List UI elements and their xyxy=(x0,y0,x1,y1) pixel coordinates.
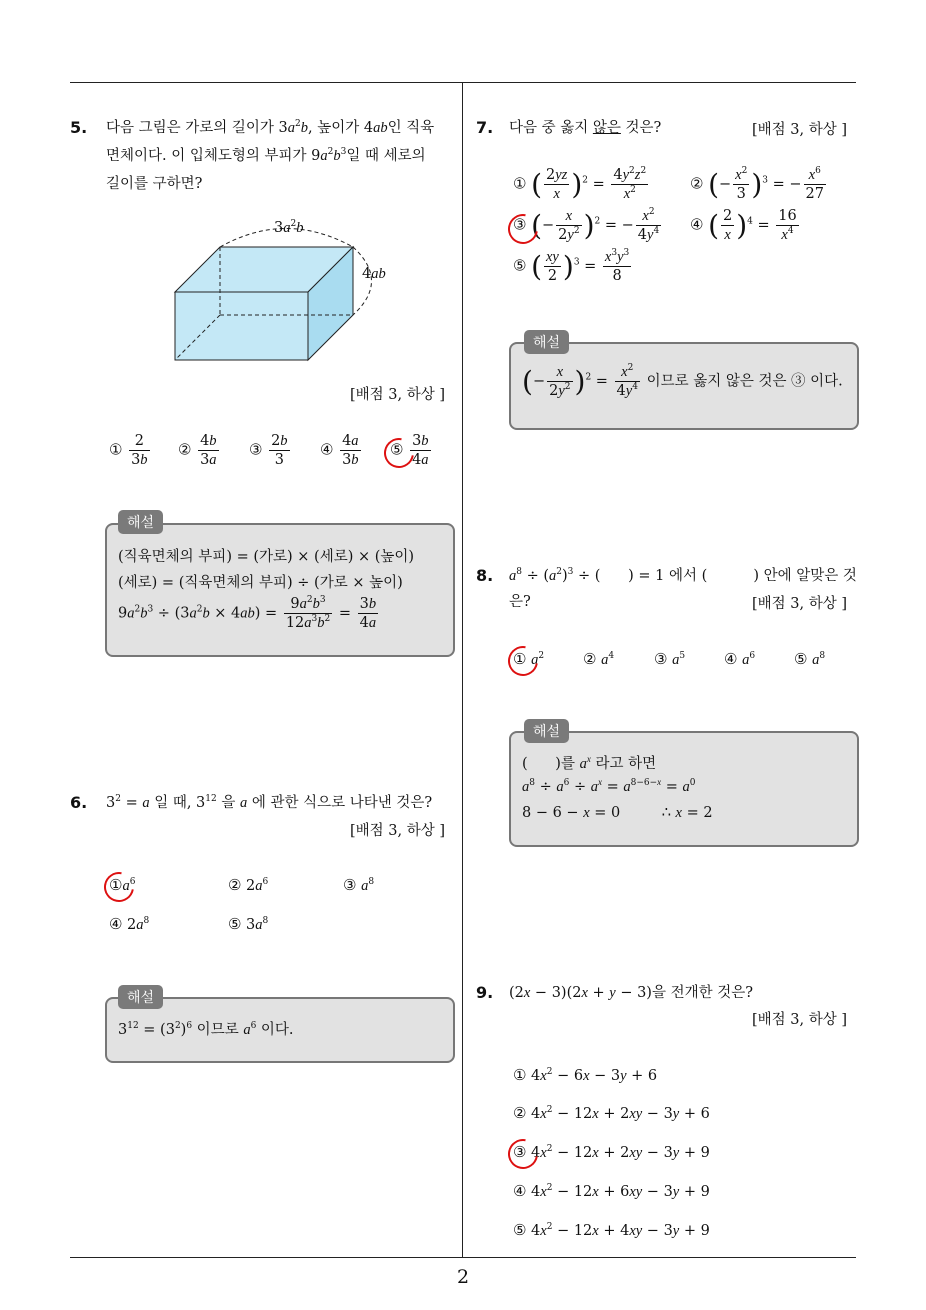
q6-option-3[interactable]: ③ $a^8$ xyxy=(343,876,375,894)
q6-option-1[interactable]: $①a^6$ xyxy=(109,876,136,894)
top-rule xyxy=(70,82,856,83)
q6-text-line1: $3^2 = a$ 일 때, $3^{12}$ 을 a 에 관한 식으로 나타낸 것은? xyxy=(106,794,433,811)
q6-number: 6. xyxy=(70,793,88,812)
q7-solution-tag: 해설 xyxy=(524,330,569,354)
q5-option-5[interactable]: ⑤ $\frac{3b}{4a}$ xyxy=(390,433,429,468)
q9-score: [배점 3, 하상 ] xyxy=(752,1012,848,1028)
q5-label-height: 4ab xyxy=(362,266,386,282)
q5-option-1[interactable]: ① $\frac{2}{3b}$ xyxy=(109,433,148,468)
q9-option-4[interactable]: ④ $4x^2 - 12x + 6xy - 3y + 9$ xyxy=(513,1182,710,1200)
q8-solution-line3: 8 − 6 − x = 0 ∴ x = 2 xyxy=(522,805,713,821)
q8-text-line2: 은? xyxy=(509,594,531,610)
q7-text-line1: 다음 중 옳지 않은 것은? xyxy=(509,120,662,136)
q7-number: 7. xyxy=(476,118,494,137)
q5-option-3[interactable]: ③ $\frac{2b}{3}$ xyxy=(249,433,288,468)
q5-solution-line1: (직육면체의 부피) = (가로) × (세로) × (높이) xyxy=(118,549,415,565)
q7-option-5[interactable]: ⑤ ( $\frac{xy}{2}$ )$^3$ = $\frac{x^3y^3}{8}$ xyxy=(513,248,630,284)
q5-text-line2: 면체이다. 이 입체도형의 부피가 $9a^2b^3$일 때 세로의 xyxy=(106,147,426,164)
q8-option-5[interactable]: ⑤ $a^8$ xyxy=(794,650,826,668)
q5-solution-line3: $9a^2b^3 \div (3a^2b \times 4ab)$ = $\frac{9a^2b^3}{12a^3b^2}$ = $\frac{3b}{4a}$ xyxy=(118,595,377,631)
q8-solution-line2: $a^8 \div a^6 \div a^x = a^{8-6-x} = a^0$ xyxy=(522,777,696,795)
q8-score: [배점 3, 하상 ] xyxy=(752,596,848,612)
q5-prism-figure xyxy=(160,215,400,365)
q9-number: 9. xyxy=(476,983,494,1002)
q6-option-4[interactable]: ④ $2a^8$ xyxy=(109,915,150,933)
q9-option-5[interactable]: ⑤ $4x^2 - 12x + 4xy - 3y + 9$ xyxy=(513,1221,710,1239)
q7-option-2[interactable]: ② (− $\frac{x^2}{3}$ )$^3$ = − $\frac{x^6}{27}$ xyxy=(690,166,824,202)
q9-answer-mark xyxy=(502,1133,544,1175)
q7-option-1[interactable]: ① ( $\frac{2yz}{x}$ )$^2$ = $\frac{4y^2z^2}{x^2}$ xyxy=(513,166,647,202)
q9-option-1[interactable]: ① $4x^2 - 6x - 3y + 6$ xyxy=(513,1066,658,1084)
q5-number: 5. xyxy=(70,118,88,137)
q8-text-line1: $a^8 \div (a^2)^3$ ÷ ( ) = 1 에서 ( ) 안에 알맞은 것 xyxy=(509,567,857,584)
q6-option-5[interactable]: ⑤ $3a^8$ xyxy=(228,915,269,933)
q8-answer-mark xyxy=(502,640,544,682)
q5-score: [배점 3, 하상 ] xyxy=(350,387,446,403)
q8-solution-line1: ( )를 $a^x$ 라고 하면 xyxy=(522,754,657,772)
q6-option-2[interactable]: ② $2a^6$ xyxy=(228,876,269,894)
q7-score: [배점 3, 하상 ] xyxy=(752,122,848,138)
q5-option-2[interactable]: ② $\frac{4b}{3a}$ xyxy=(178,433,217,468)
q5-text-line3: 길이를 구하면? xyxy=(106,176,203,192)
q9-option-3[interactable]: ③ $4x^2 - 12x + 2xy - 3y + 9$ xyxy=(513,1143,710,1161)
q5-solution-tag: 해설 xyxy=(118,510,163,534)
q5-option-4[interactable]: ④ $\frac{4a}{3b}$ xyxy=(320,433,359,468)
q6-answer-mark xyxy=(98,866,140,908)
q7-option-3[interactable]: ③ (− $\frac{x}{2y^2}$ )$^2$ = − $\frac{x^2}{4y^4}$ xyxy=(513,207,660,243)
page-number: 2 xyxy=(456,1266,470,1288)
q6-solution-tag: 해설 xyxy=(118,985,163,1009)
q7-solution-line1: (− $\frac{x}{2y^2}$ )$^2$ = $\frac{x^2}{4y^4}$ 이므로 옳지 않은 것은 ③ 이다. xyxy=(522,363,843,399)
column-divider xyxy=(462,82,463,1258)
bottom-rule xyxy=(70,1257,856,1258)
q9-text-line1: (2x − 3)(2x + y − 3)을 전개한 것은? xyxy=(509,985,754,1001)
q5-label-width: $3a^2b$ xyxy=(274,219,304,236)
q8-option-1[interactable]: ① $a^2$ xyxy=(513,650,545,668)
q5-text-line1: 다음 그림은 가로의 길이가 $3a^2b$, 높이가 4ab인 직육 xyxy=(106,119,435,136)
q6-solution-line1: $3^{12} = (3^2)^6$ 이므로 $a^6$ 이다. xyxy=(118,1021,294,1038)
q9-option-2[interactable]: ② $4x^2 - 12x + 2xy - 3y + 6$ xyxy=(513,1104,710,1122)
q7-option-4[interactable]: ④ ( $\frac{2}{x}$ )$^4$ = $\frac{16}{x^4}$ xyxy=(690,208,797,243)
q8-option-2[interactable]: ② $a^4$ xyxy=(583,650,615,668)
q5-solution-line2: (세로) = (직육면체의 부피) ÷ (가로 × 높이) xyxy=(118,575,403,591)
q8-solution-tag: 해설 xyxy=(524,719,569,743)
q8-option-3[interactable]: ③ $a^5$ xyxy=(654,650,686,668)
q7-solution-text: 이므로 옳지 않은 것은 ③ 이다. xyxy=(646,373,843,390)
q6-score: [배점 3, 하상 ] xyxy=(350,823,446,839)
q8-number: 8. xyxy=(476,566,494,585)
q8-option-4[interactable]: ④ $a^6$ xyxy=(724,650,756,668)
